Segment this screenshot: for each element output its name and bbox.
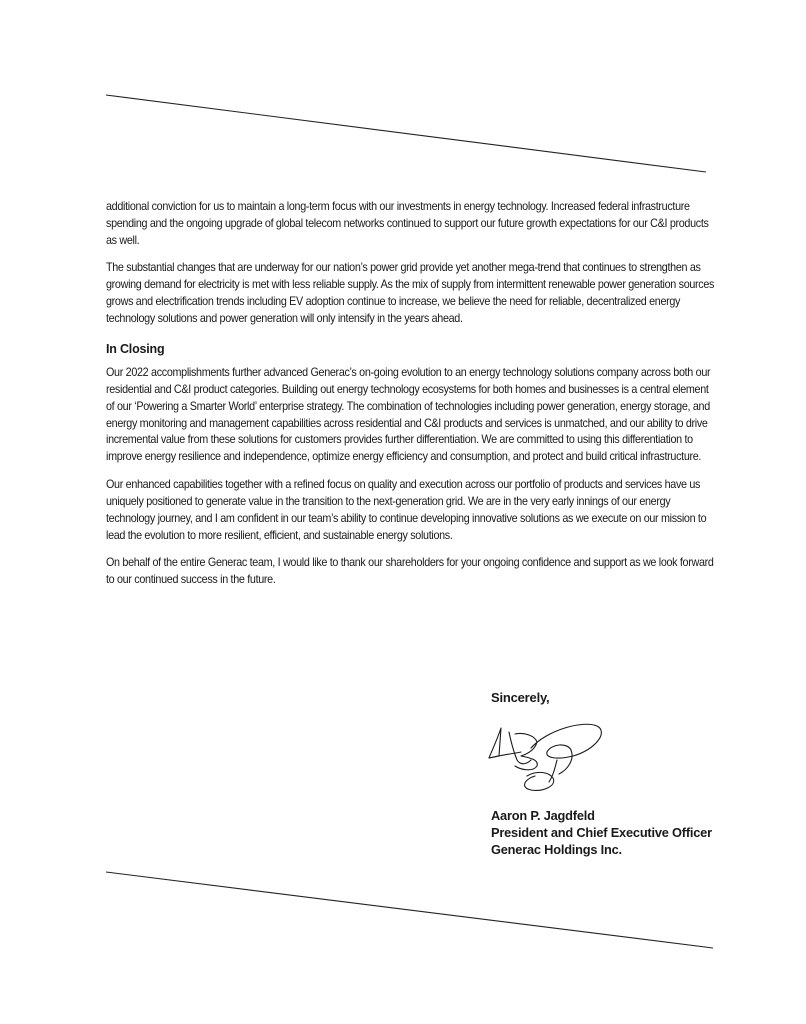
paragraph-conviction: additional conviction for us to maintain a long-term focus with our investments in energy technology. Increased federal infrastructure spending and the ongoing upgrade of global telecom networks continued to support our future growth expectations for our C&I products as well. xyxy=(106,200,709,247)
bottom-diagonal-rule xyxy=(106,872,713,948)
salutation: Sincerely, xyxy=(491,690,550,705)
paragraph-capabilities: Our enhanced capabilities together with a refined focus on quality and execution across our portfolio of products and services have us uniquely positioned to generate value in the transition to the next-generation grid. We are in the very early innings of our energy technology journey, and I am confident in our team’s ability to continue developing innovative solutions as we execute on our mission to lead the evolution to more resilient, efficient, and sustainable energy solutions. xyxy=(106,477,707,542)
paragraph-thanks: On behalf of the entire Generac team, I would like to thank our shareholders for your ongoing confidence and support as we look forward to our continued success in the future. xyxy=(106,555,714,586)
closing-block xyxy=(491,690,791,857)
section-heading-in-closing: In Closing xyxy=(106,341,165,356)
letter-body xyxy=(106,199,716,599)
paragraph-accomplishments: Our 2022 accomplishments further advanced Generac’s on-going evolution to an energy technology solutions company across both our residential and C&I product categories. Building out energy technology ecosystems for both homes and businesses is a central element of our ‘Powering a Smarter World’ enterprise strategy. The combination of technologies including power generation, energy storage, and energy monitoring and management capabilities across residential and C&I products and services is unmatched, and our ability to drive incremental value from these solutions for customers provides further differentiation. We are committed to using this differentiation to improve energy resilience and independence, optimize energy efficiency and consumption, and protect and build critical infrastructure. xyxy=(106,365,711,464)
signer-title: President and Chief Executive Officer xyxy=(491,825,712,840)
signer-company: Generac Holdings Inc. xyxy=(491,842,622,857)
paragraph-power-grid: The substantial changes that are underway for our nation’s power grid provide yet another mega-trend that continues to strengthen as growing demand for electricity is met with less reliable supply. As the mix of supply from intermittent renewable power generation sources grows and electrification trends including EV adoption continue to increase, we believe the need for reliable, decentralized energy technology solutions and power generation will only intensify in the years ahead. xyxy=(106,261,715,325)
handwritten-signature xyxy=(487,720,611,802)
signature-block xyxy=(491,807,712,858)
top-diagonal-rule xyxy=(106,95,706,172)
signer-name: Aaron P. Jagdfeld xyxy=(491,808,595,823)
